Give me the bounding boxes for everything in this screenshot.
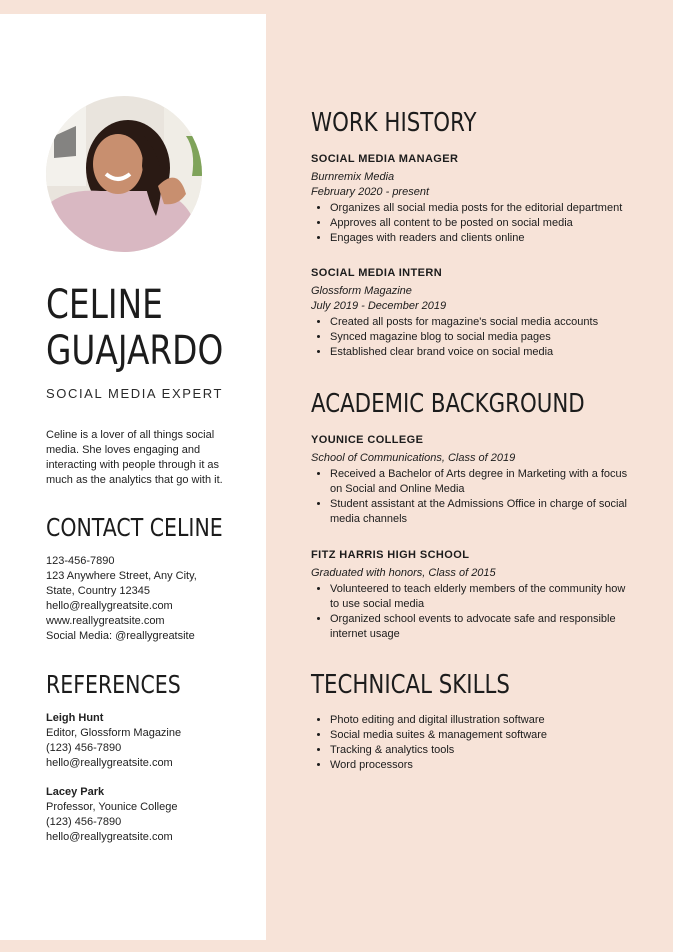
job-company: Burnremix Media	[311, 171, 395, 183]
job-entry-1	[311, 152, 631, 246]
contact-email: hello@reallygreatsite.com	[46, 600, 173, 612]
name-line-last: GUAJARDO	[46, 328, 224, 374]
reference-2	[46, 785, 246, 845]
list-item: • Organized school events to advocate safe and responsible internet usage	[330, 612, 631, 642]
school-bullets	[311, 467, 631, 527]
list-item: • Student assistant at the Admissions Office in charge of social media channels	[330, 497, 631, 527]
reference-email: hello@reallygreatsite.com	[46, 757, 173, 769]
skills-heading: TECHNICAL SKILLS	[311, 670, 510, 700]
reference-phone: (123) 456-7890	[46, 816, 122, 828]
reference-name: Leigh Hunt	[46, 712, 104, 724]
school-name: FITZ HARRIS HIGH SCHOOL	[311, 549, 470, 561]
contact-list	[46, 554, 246, 644]
list-item: • Social media suites & management software	[330, 728, 631, 743]
reference-name: Lacey Park	[46, 786, 105, 798]
job-bullets	[311, 201, 631, 246]
profile-photo	[46, 96, 202, 252]
contact-website: www.reallygreatsite.com	[46, 615, 165, 627]
school-name: YOUNICE COLLEGE	[311, 434, 424, 446]
list-item: • Synced magazine blog to social media pages	[330, 330, 631, 345]
reference-email: hello@reallygreatsite.com	[46, 831, 173, 843]
reference-role: Professor, Younice College	[46, 801, 178, 813]
reference-1	[46, 711, 246, 771]
job-entry-2	[311, 266, 631, 360]
list-item: • Organizes all social media posts for the editorial department	[330, 201, 631, 216]
contact-address-line1: 123 Anywhere Street, Any City,	[46, 570, 197, 582]
list-item: • Word processors	[330, 758, 631, 773]
references-heading: REFERENCES	[46, 670, 181, 699]
job-title: SOCIAL MEDIA EXPERT	[46, 386, 224, 401]
school-entry-2	[311, 548, 631, 642]
work-history-heading: WORK HISTORY	[311, 108, 477, 138]
school-detail: School of Communications, Class of 2019	[311, 452, 516, 464]
contact-address-line2: State, Country 12345	[46, 585, 150, 597]
list-item: • Tracking & analytics tools	[330, 743, 631, 758]
contact-social: Social Media: @reallygreatsite	[46, 630, 195, 642]
job-dates: February 2020 - present	[311, 186, 430, 198]
list-item: • Photo editing and digital illustration software	[330, 713, 631, 728]
list-item: • Received a Bachelor of Arts degree in Marketing with a focus on Social and Online Media	[330, 467, 631, 497]
school-bullets	[311, 582, 631, 642]
contact-phone: 123-456-7890	[46, 555, 115, 567]
name-line-first: CELINE	[46, 282, 163, 328]
reference-role: Editor, Glossform Magazine	[46, 727, 182, 739]
person-name	[46, 282, 224, 374]
list-item: • Established clear brand voice on social media	[330, 345, 631, 360]
list-item: • Created all posts for magazine's social media accounts	[330, 315, 631, 330]
skills-entry	[311, 712, 631, 773]
job-dates: July 2019 - December 2019	[311, 300, 447, 312]
academic-heading: ACADEMIC BACKGROUND	[311, 389, 585, 419]
contact-heading: CONTACT CELINE	[46, 513, 223, 542]
list-item: • Approves all content to be posted on social media	[330, 216, 631, 231]
reference-phone: (123) 456-7890	[46, 742, 122, 754]
skills-list	[311, 713, 631, 773]
school-detail: Graduated with honors, Class of 2015	[311, 567, 496, 579]
school-entry-1	[311, 433, 631, 527]
list-item: • Engages with readers and clients online	[330, 231, 631, 246]
job-bullets	[311, 315, 631, 360]
job-title: SOCIAL MEDIA INTERN	[311, 267, 443, 279]
bio-text: Celine is a lover of all things social media. She loves engaging and interacting with people through it as much as the analytics that go with it.	[46, 429, 223, 486]
job-company: Glossform Magazine	[311, 285, 412, 297]
job-title: SOCIAL MEDIA MANAGER	[311, 153, 459, 165]
list-item: • Volunteered to teach elderly members of the community how to use social media	[330, 582, 631, 612]
